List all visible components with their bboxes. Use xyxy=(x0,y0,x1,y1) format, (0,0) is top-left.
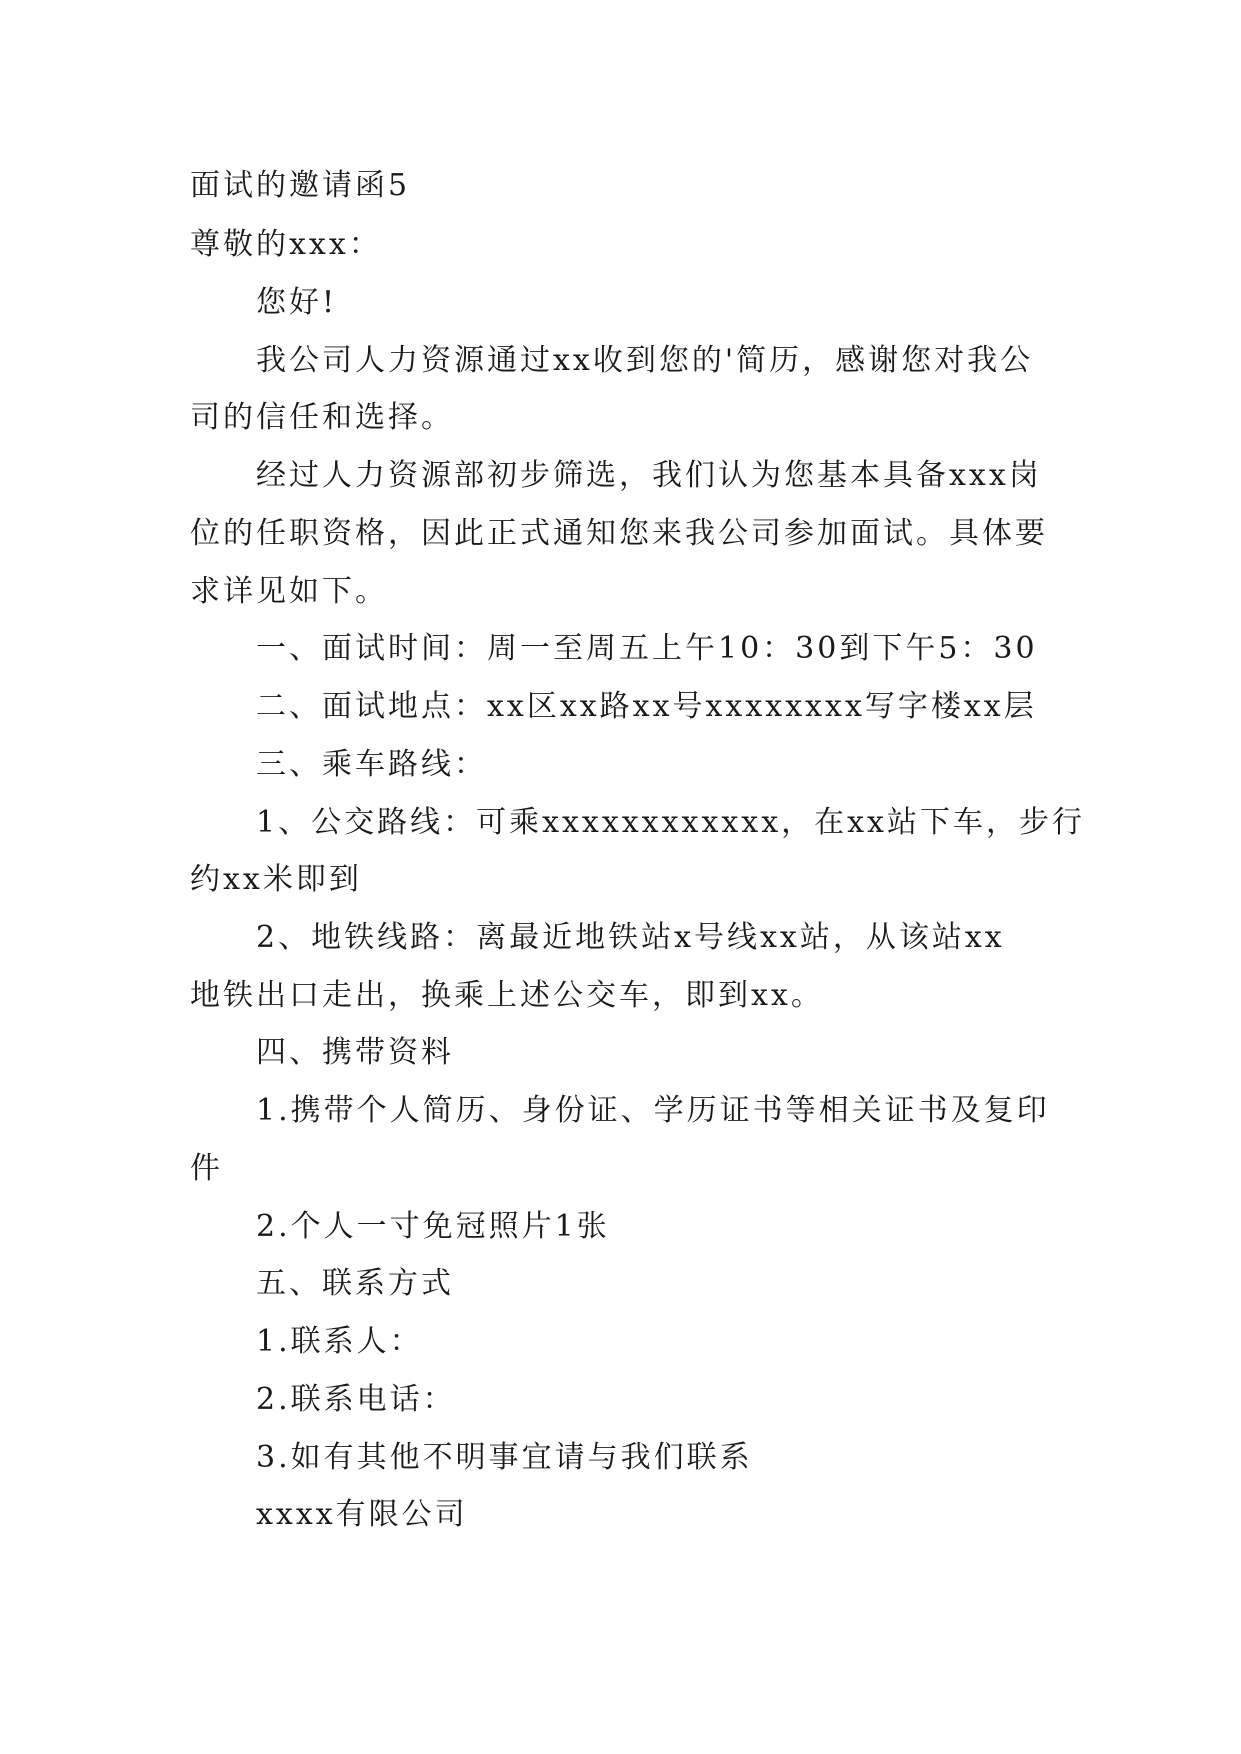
company-name: xxxx有限公司 xyxy=(256,1497,468,1532)
route-metro-line-2: 地铁出口走出，换乘上述公交车，即到xx。 xyxy=(190,978,824,1013)
material-1-line-1: 1.携带个人简历、身份证、学历证书等相关证书及复印 xyxy=(256,1093,1050,1128)
item-materials: 四、携带资料 xyxy=(256,1035,454,1070)
paragraph-1-line-1: 我公司人力资源通过xx收到您的'简历，感谢您对我公 xyxy=(256,343,1034,378)
route-bus-line-1: 1、公交路线：可乘xxxxxxxxxxxx，在xx站下车，步行 xyxy=(256,805,1085,840)
item-interview-place: 二、面试地点：xx区xx路xx号xxxxxxxx写字楼xx层 xyxy=(256,689,1037,724)
route-metro-line-1: 2、地铁线路：离最近地铁站x号线xx站，从该站xx xyxy=(256,920,1005,955)
route-bus-line-2: 约xx米即到 xyxy=(190,862,362,897)
item-contact: 五、联系方式 xyxy=(256,1266,454,1301)
salutation: 尊敬的xxx： xyxy=(190,227,382,262)
material-1-line-2: 件 xyxy=(190,1151,223,1186)
contact-note: 3.如有其他不明事宜请与我们联系 xyxy=(256,1440,753,1475)
paragraph-2-line-2: 位的任职资格，因此正式通知您来我公司参加面试。具体要 xyxy=(190,516,1048,551)
paragraph-2-line-1: 经过人力资源部初步筛选，我们认为您基本具备xxx岗 xyxy=(256,458,1042,493)
contact-phone: 2.联系电话： xyxy=(256,1382,456,1417)
paragraph-1-line-2: 司的信任和选择。 xyxy=(190,400,454,435)
contact-person: 1.联系人： xyxy=(256,1324,423,1359)
item-interview-time: 一、面试时间：周一至周五上午10：30到下午5：30 xyxy=(256,631,1038,666)
material-2: 2.个人一寸免冠照片1张 xyxy=(256,1209,610,1244)
paragraph-2-line-3: 求详见如下。 xyxy=(190,574,388,609)
item-route: 三、乘车路线： xyxy=(256,747,487,782)
doc-title: 面试的邀请函5 xyxy=(190,168,411,203)
greeting: 您好! xyxy=(256,285,338,320)
